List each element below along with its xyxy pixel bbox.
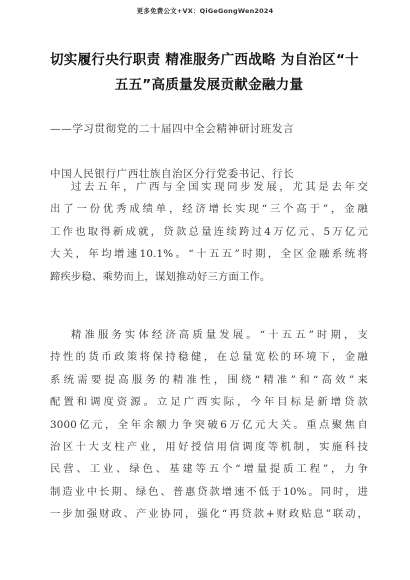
paragraph-line: 大关，年均增速10.1%。“十五五”时期，全区金融系统将 (50, 248, 368, 261)
paragraph-line: 工作也取得新成就，贷款总量连续跨过4万亿元、5万亿元 (50, 225, 368, 238)
paragraph-line: 民营、工业、绿色、基建等五个“增量提质工程”，力争 (50, 463, 368, 476)
paragraph-line: 精准服务实体经济高质量发展。“十五五”时期，支 (71, 329, 368, 341)
paragraph-line: 持性的货币政策将保持稳健，在总量宽松的环境下，金融 (50, 351, 368, 364)
top-banner: 更多免费公文+VX：QiGeGongWen2024 (136, 7, 274, 15)
paragraph-line: 一步加强财政、产业协同，强化“再贷款+财政贴息”联动， (50, 508, 368, 521)
paragraph-line: 系统需要提高服务的精准性，围绕“精准”和“高效”来 (50, 373, 368, 386)
paragraph-line: 治区十大支柱产业，用好授信用信调度等机制，实施科技 (50, 441, 368, 454)
paragraph-1 (50, 176, 368, 288)
paragraph-line: 制造业中长期、绿色、普惠贷款增速不低于10%。同时，进 (50, 485, 368, 498)
paragraph-line: 过去五年，广西与全国实现同步发展，尤其是去年交 (71, 181, 368, 193)
title-line-1: 切实履行央行职责 精准服务广西战略 为自治区“十 (50, 52, 359, 68)
paragraph-2 (50, 324, 368, 526)
paragraph-line: 3000亿元，全年余额力争突破6万亿元大关。重点聚焦自 (50, 418, 368, 431)
document-subtitle: ——学习贯彻党的二十届四中全会精神研讨班发言 (50, 123, 295, 135)
author-line: 中国人民银行广西壮族自治区分行党委书记、行长 (50, 168, 295, 180)
document-title (50, 48, 368, 98)
title-line-2: 五五”高质量发展贡献金融力量 (114, 77, 304, 93)
paragraph-line: 蹄疾步稳、乘势而上，谋划推动好三方面工作。 (50, 270, 271, 283)
paragraph-line: 配置和调度资源。立足广西实际，今年目标是新增贷款 (50, 396, 368, 409)
paragraph-line: 出了一份优秀成绩单，经济增长实现“三个高于”，金融 (50, 203, 368, 216)
